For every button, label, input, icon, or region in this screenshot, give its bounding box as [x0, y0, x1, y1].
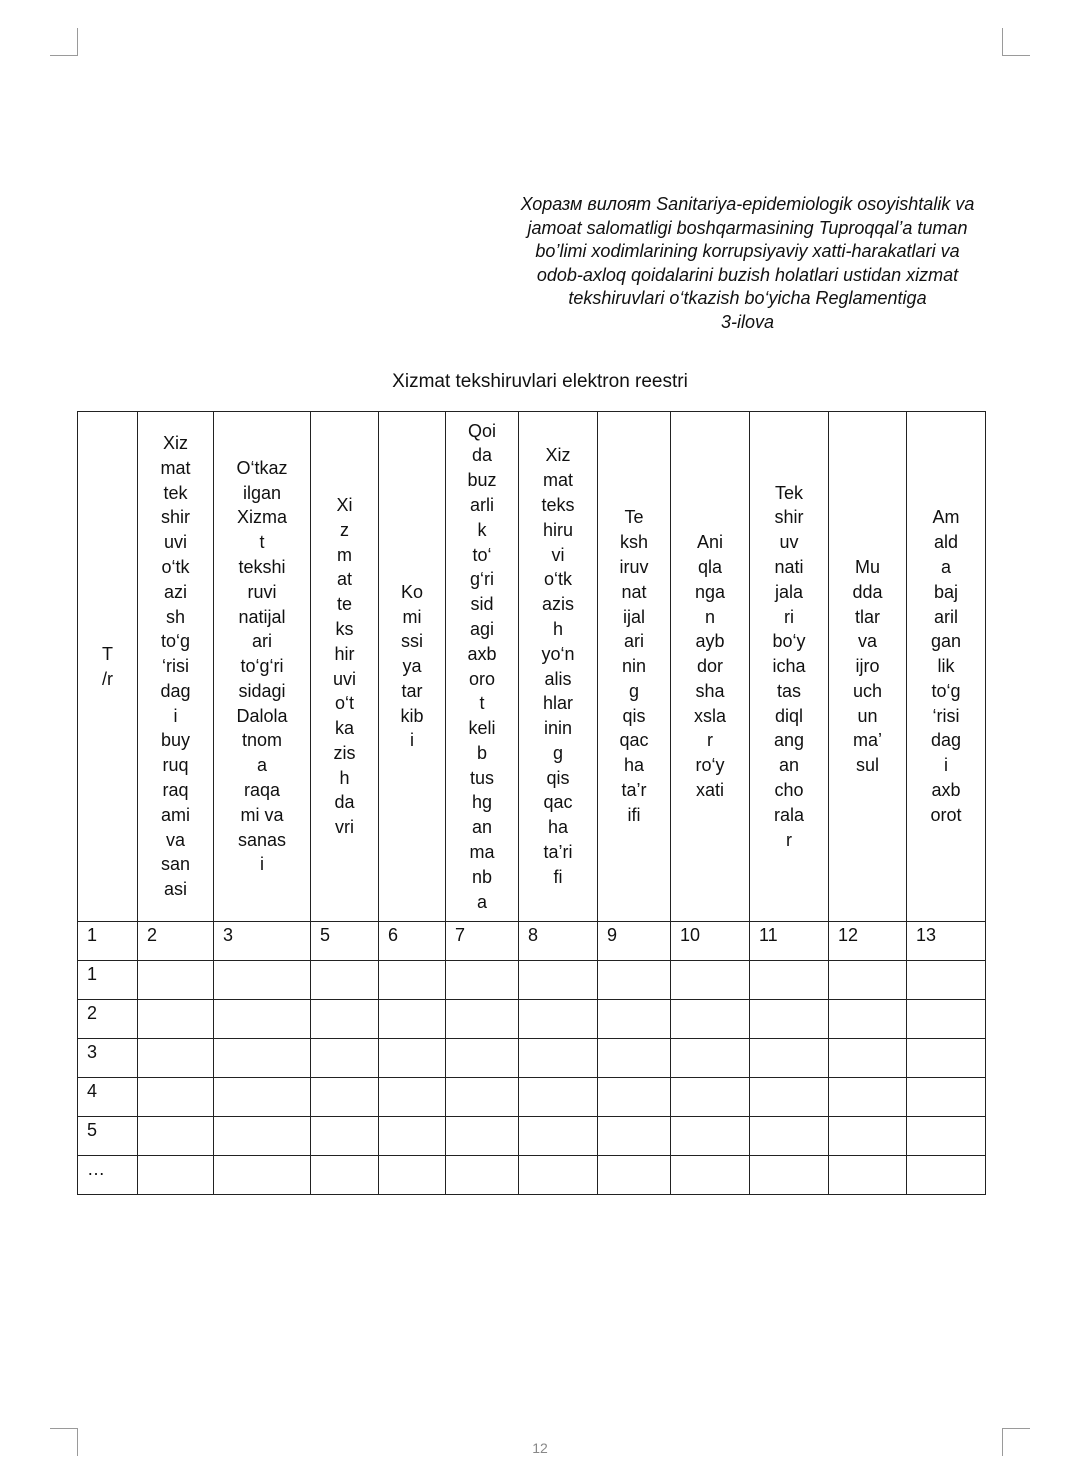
header-text-line: g‘ri [469, 569, 494, 590]
table-cell [907, 1117, 986, 1156]
header-text-line: ‘risi [932, 705, 960, 726]
table-cell [598, 961, 671, 1000]
header-text-line: a [940, 556, 951, 577]
column-number-cell: 8 [519, 922, 598, 961]
table-cell [829, 1156, 907, 1195]
header-cell [671, 412, 750, 922]
header-text-line: raqa [243, 780, 281, 801]
header-text-line: tek [163, 482, 188, 503]
header-text-line: xati [695, 780, 724, 801]
annex-line: bo’limi xodimlarining korrupsiyaviy xatti-harakatlari va [535, 241, 960, 261]
header-text-line: O‘tkaz [236, 457, 288, 478]
table-row [78, 1117, 986, 1156]
table-cell [138, 1156, 214, 1195]
table-cell [214, 1156, 311, 1195]
header-text-line: uvi [163, 532, 187, 553]
header-text-line: sanas [237, 829, 287, 850]
header-text-line: arli [469, 494, 494, 515]
header-text-line: da [471, 445, 493, 466]
column-number-cell: 3 [214, 922, 311, 961]
header-text-line: sh [165, 606, 185, 627]
header-text-line: dag [930, 730, 962, 751]
header-text-line: to‘g [160, 631, 191, 652]
header-text-line: uv [779, 532, 799, 553]
table-row [78, 1039, 986, 1078]
header-text-line: to‘g‘ri [240, 656, 284, 677]
table-cell [446, 1039, 519, 1078]
header-text-line: hiru [542, 519, 573, 540]
header-text-line: Xizma [236, 507, 287, 528]
header-text-line: ami [160, 804, 190, 825]
header-text-line: ta’ri [543, 842, 573, 863]
table-cell [311, 1156, 379, 1195]
table-cell [907, 1000, 986, 1039]
crop-mark-top-left [50, 28, 78, 56]
header-text-line: ari [623, 631, 644, 652]
header-text-line: ssi [401, 631, 423, 652]
table-cell [379, 1117, 446, 1156]
header-text-line: te [336, 594, 352, 615]
header-text-line: o‘tk [161, 556, 190, 577]
header-text-line: asi [163, 879, 187, 900]
header-text-line: azis [541, 594, 574, 615]
header-text-line: icha [772, 656, 806, 677]
column-number-cell: 2 [138, 922, 214, 961]
header-text-line: dag [160, 680, 191, 701]
header-text-line: teks [541, 494, 575, 515]
table-cell [138, 1117, 214, 1156]
header-text-line: axb [467, 643, 497, 664]
table-cell [379, 1039, 446, 1078]
header-text-line: kib [400, 705, 424, 726]
header-text-line: dda [852, 581, 883, 602]
table-cell [907, 1039, 986, 1078]
header-text-line: ro‘y [695, 755, 725, 776]
header-cell [214, 412, 311, 922]
header-text-line: da [334, 792, 355, 813]
header-text-line: hg [471, 792, 493, 813]
header-text-line: Xiz [545, 445, 571, 466]
table-cell [311, 1039, 379, 1078]
header-text-line: ifi [627, 804, 641, 825]
table-cell [214, 1117, 311, 1156]
table-cell [829, 1039, 907, 1078]
table-cell [519, 1000, 598, 1039]
header-text-line: T [102, 643, 113, 664]
header-text-line: sha [695, 680, 725, 701]
header-text-line: ijro [855, 656, 880, 677]
document-title: Xizmat tekshiruvlari elektron reestri [392, 371, 688, 392]
table-cell [750, 1156, 829, 1195]
header-text-line: Qoi [467, 420, 496, 441]
header-text-line: Mu [854, 556, 880, 577]
header-text-line: shir [160, 507, 190, 528]
header-text-line: baj [933, 581, 959, 602]
header-cell [78, 412, 138, 922]
table-cell [750, 1000, 829, 1039]
header-text-line: ksh [619, 532, 648, 553]
header-text-line: zis [333, 742, 356, 763]
header-text-line: ta’r [621, 780, 647, 801]
header-text-line: sidagi [238, 680, 286, 701]
header-text-line: r [707, 730, 713, 751]
header-text-line: to‘ [472, 544, 492, 565]
column-number-cell: 13 [907, 922, 986, 961]
table-cell [671, 1156, 750, 1195]
header-text-line: to‘g [931, 680, 961, 701]
header-text-line: o‘t [334, 693, 354, 714]
table-cell [446, 1000, 519, 1039]
annex-note [470, 193, 1025, 334]
header-text-line: diql [774, 705, 804, 726]
header-text-line: buy [160, 730, 191, 751]
column-number-cell: 6 [379, 922, 446, 961]
header-text-line: ilgan [242, 482, 282, 503]
annex-line: jamoat salomatligi boshqarmasining Tuproqqal’a tuman [527, 217, 968, 238]
header-text-line: tas [776, 680, 801, 701]
table-cell [671, 1117, 750, 1156]
column-number-cell: 1 [78, 922, 138, 961]
table-cell [446, 1156, 519, 1195]
header-text-line: vri [335, 817, 354, 838]
annex-line: Хоразм вилоят Sanitariya-epidemiologik osoyishtalik va [520, 194, 975, 214]
table-cell [829, 961, 907, 1000]
row-number-cell: … [78, 1156, 138, 1195]
table-cell [750, 961, 829, 1000]
table-cell [446, 1078, 519, 1117]
header-text-line: an [778, 755, 800, 776]
header-text-line: yo‘n [541, 643, 575, 664]
header-text-line: cho [774, 780, 804, 801]
table-cell [750, 1039, 829, 1078]
header-text-line: azi [163, 581, 187, 602]
crop-mark-top-right [1002, 28, 1030, 56]
column-number-cell: 12 [829, 922, 907, 961]
table-cell [598, 1000, 671, 1039]
table-cell [519, 1156, 598, 1195]
table-cell [519, 1117, 598, 1156]
header-text-line: lik [937, 656, 955, 677]
table-cell [214, 961, 311, 1000]
header-text-line: r [786, 829, 792, 850]
header-text-line: h [552, 618, 563, 639]
table-cell [446, 961, 519, 1000]
header-text-line: tus [469, 767, 494, 788]
table-cell [214, 1039, 311, 1078]
header-text-line: gan [930, 631, 962, 652]
table-cell [907, 961, 986, 1000]
header-text-line: ald [933, 532, 959, 553]
header-text-line: ruq [162, 755, 189, 776]
header-cell [598, 412, 671, 922]
header-text-line: rala [773, 804, 804, 825]
table-cell [138, 1039, 214, 1078]
header-text-line: sul [855, 755, 879, 776]
header-text-line: uch [852, 680, 883, 701]
header-text-line: nb [471, 866, 493, 887]
header-text-line: nat [621, 581, 647, 602]
header-text-line: t [479, 693, 485, 714]
header-text-line: i [410, 730, 414, 751]
table-cell [311, 1117, 379, 1156]
column-number-cell: 9 [598, 922, 671, 961]
header-text-line: z [340, 519, 349, 540]
header-text-line: buz [467, 470, 497, 491]
header-text-line: g [552, 742, 563, 763]
header-cell [446, 412, 519, 922]
header-text-line: nin [621, 656, 647, 677]
header-text-line: dor [696, 656, 723, 677]
header-text-line: xsla [693, 705, 726, 726]
header-text-line: hlar [542, 693, 573, 714]
header-text-line: uvi [332, 668, 356, 689]
header-text-line: mat [160, 457, 191, 478]
header-text-line: ks [335, 618, 354, 639]
column-number-row [78, 922, 986, 961]
table-cell [671, 961, 750, 1000]
table-cell [519, 1039, 598, 1078]
table-row [78, 961, 986, 1000]
header-text-line: an [471, 817, 493, 838]
header-text-line: jala [774, 581, 804, 602]
header-text-line: ma [469, 842, 495, 863]
header-text-line: va [165, 829, 185, 850]
header-text-line: i [173, 705, 178, 726]
header-text-line: ang [773, 730, 805, 751]
header-text-line: ari [251, 631, 272, 652]
table-cell [379, 1156, 446, 1195]
table-cell [671, 1078, 750, 1117]
table-row [78, 1156, 986, 1195]
table-cell [907, 1078, 986, 1117]
table-cell [829, 1000, 907, 1039]
row-number-cell: 2 [78, 1000, 138, 1039]
header-text-line: Tek [774, 482, 803, 503]
header-text-line: va [857, 631, 877, 652]
header-cell [750, 412, 829, 922]
header-text-line: oro [468, 668, 495, 689]
header-text-line: orot [930, 804, 962, 825]
header-text-line: at [336, 569, 352, 590]
header-text-line: vi [551, 544, 565, 565]
row-number-cell: 5 [78, 1117, 138, 1156]
table-cell [311, 961, 379, 1000]
table-cell [138, 1000, 214, 1039]
header-text-line: tar [401, 680, 423, 701]
header-text-line: tlar [854, 606, 880, 627]
table-cell [598, 1156, 671, 1195]
table-cell [598, 1039, 671, 1078]
header-text-line: i [260, 854, 264, 875]
header-text-line: raq [162, 780, 189, 801]
header-text-line: aril [933, 606, 958, 627]
header-text-line: hir [334, 643, 355, 664]
table-cell [311, 1078, 379, 1117]
table-cell [671, 1039, 750, 1078]
header-cell [519, 412, 598, 922]
annex-line: 3-ilova [720, 311, 775, 332]
header-text-line: Ani [696, 532, 723, 553]
header-text-line: mi va [240, 804, 284, 825]
header-text-line: ha [547, 817, 569, 838]
header-text-line: un [857, 705, 878, 726]
header-text-line: ha [623, 755, 645, 776]
table-cell [519, 1078, 598, 1117]
header-text-line: san [160, 854, 191, 875]
annex-line: tekshiruvlari o‘tkazish bo‘yicha Reglamentiga [568, 288, 927, 308]
table-cell [379, 1078, 446, 1117]
header-cell [138, 412, 214, 922]
header-text-line: ka [334, 718, 354, 739]
header-text-line: fi [553, 866, 563, 887]
header-text-line: tnom [241, 730, 283, 751]
header-text-line: g [628, 680, 639, 701]
header-text-line: /r [102, 668, 113, 689]
table-cell [379, 1000, 446, 1039]
header-text-line: a [476, 891, 487, 912]
table-cell [598, 1117, 671, 1156]
table-cell [750, 1078, 829, 1117]
header-text-line: tekshi [238, 556, 286, 577]
header-text-line: ri [784, 606, 794, 627]
table-row [78, 1000, 986, 1039]
header-text-line: axb [931, 780, 961, 801]
header-text-line: Ko [400, 581, 424, 602]
header-text-line: mat [542, 470, 573, 491]
header-text-line: nati [774, 556, 804, 577]
header-text-line: mi [402, 606, 422, 627]
annex-line: odob-axloq qoidalarini buzish holatlari ustidan xizmat [536, 264, 959, 285]
header-text-line: Dalola [236, 705, 288, 726]
header-text-line: t [259, 532, 265, 553]
table-cell [214, 1078, 311, 1117]
header-text-line: qis [622, 705, 646, 726]
header-text-line: iruv [619, 556, 649, 577]
registry-table [77, 411, 986, 1195]
header-text-line: shir [774, 507, 804, 528]
column-number-cell: 11 [750, 922, 829, 961]
table-cell [829, 1078, 907, 1117]
header-text-line: qac [543, 792, 573, 813]
header-cell [379, 412, 446, 922]
header-text-line: h [339, 767, 350, 788]
header-text-line: ayb [695, 631, 725, 652]
table-cell [379, 961, 446, 1000]
column-number-cell: 7 [446, 922, 519, 961]
header-text-line: o‘tk [543, 569, 572, 590]
header-cell [311, 412, 379, 922]
header-text-line: n [704, 606, 715, 627]
row-number-cell: 3 [78, 1039, 138, 1078]
header-text-line: alis [544, 668, 572, 689]
table-cell [829, 1117, 907, 1156]
row-number-cell: 1 [78, 961, 138, 1000]
table-cell [138, 961, 214, 1000]
header-text-line: ya [402, 656, 422, 677]
header-text-line: ma’ [852, 730, 882, 751]
header-text-line: Xiz [162, 432, 188, 453]
column-number-cell: 10 [671, 922, 750, 961]
header-text-line: Xi [336, 494, 353, 515]
table-row [78, 1078, 986, 1117]
table-cell [214, 1000, 311, 1039]
table-cell [519, 961, 598, 1000]
header-text-line: Am [932, 507, 960, 528]
header-text-line: qla [697, 556, 723, 577]
header-text-line: nga [694, 581, 726, 602]
header-text-line: natijal [238, 606, 286, 627]
header-text-line: sid [470, 594, 494, 615]
column-number-cell: 5 [311, 922, 379, 961]
header-text-line: agi [469, 618, 495, 639]
header-text-line: qis [546, 767, 570, 788]
header-text-line: i [944, 755, 948, 776]
header-text-line: ijal [622, 606, 645, 627]
table-header-row [78, 412, 986, 922]
header-cell [829, 412, 907, 922]
table-cell [750, 1117, 829, 1156]
header-text-line: inin [543, 718, 573, 739]
table-cell [446, 1117, 519, 1156]
header-text-line: keli [468, 718, 496, 739]
table-cell [598, 1078, 671, 1117]
page-number: 12 [532, 1440, 548, 1456]
header-text-line: ‘risi [162, 656, 189, 677]
table-cell [138, 1078, 214, 1117]
header-text-line: m [337, 544, 352, 565]
table-cell [671, 1000, 750, 1039]
header-text-line: ruvi [247, 581, 277, 602]
header-text-line: b [476, 742, 487, 763]
header-text-line: Te [624, 507, 644, 528]
header-text-line: k [477, 519, 487, 540]
header-text-line: bo‘y [772, 631, 806, 652]
table-cell [907, 1156, 986, 1195]
header-text-line: qac [619, 730, 649, 751]
header-cell [907, 412, 986, 922]
header-text-line: a [256, 755, 267, 776]
table-cell [311, 1000, 379, 1039]
row-number-cell: 4 [78, 1078, 138, 1117]
